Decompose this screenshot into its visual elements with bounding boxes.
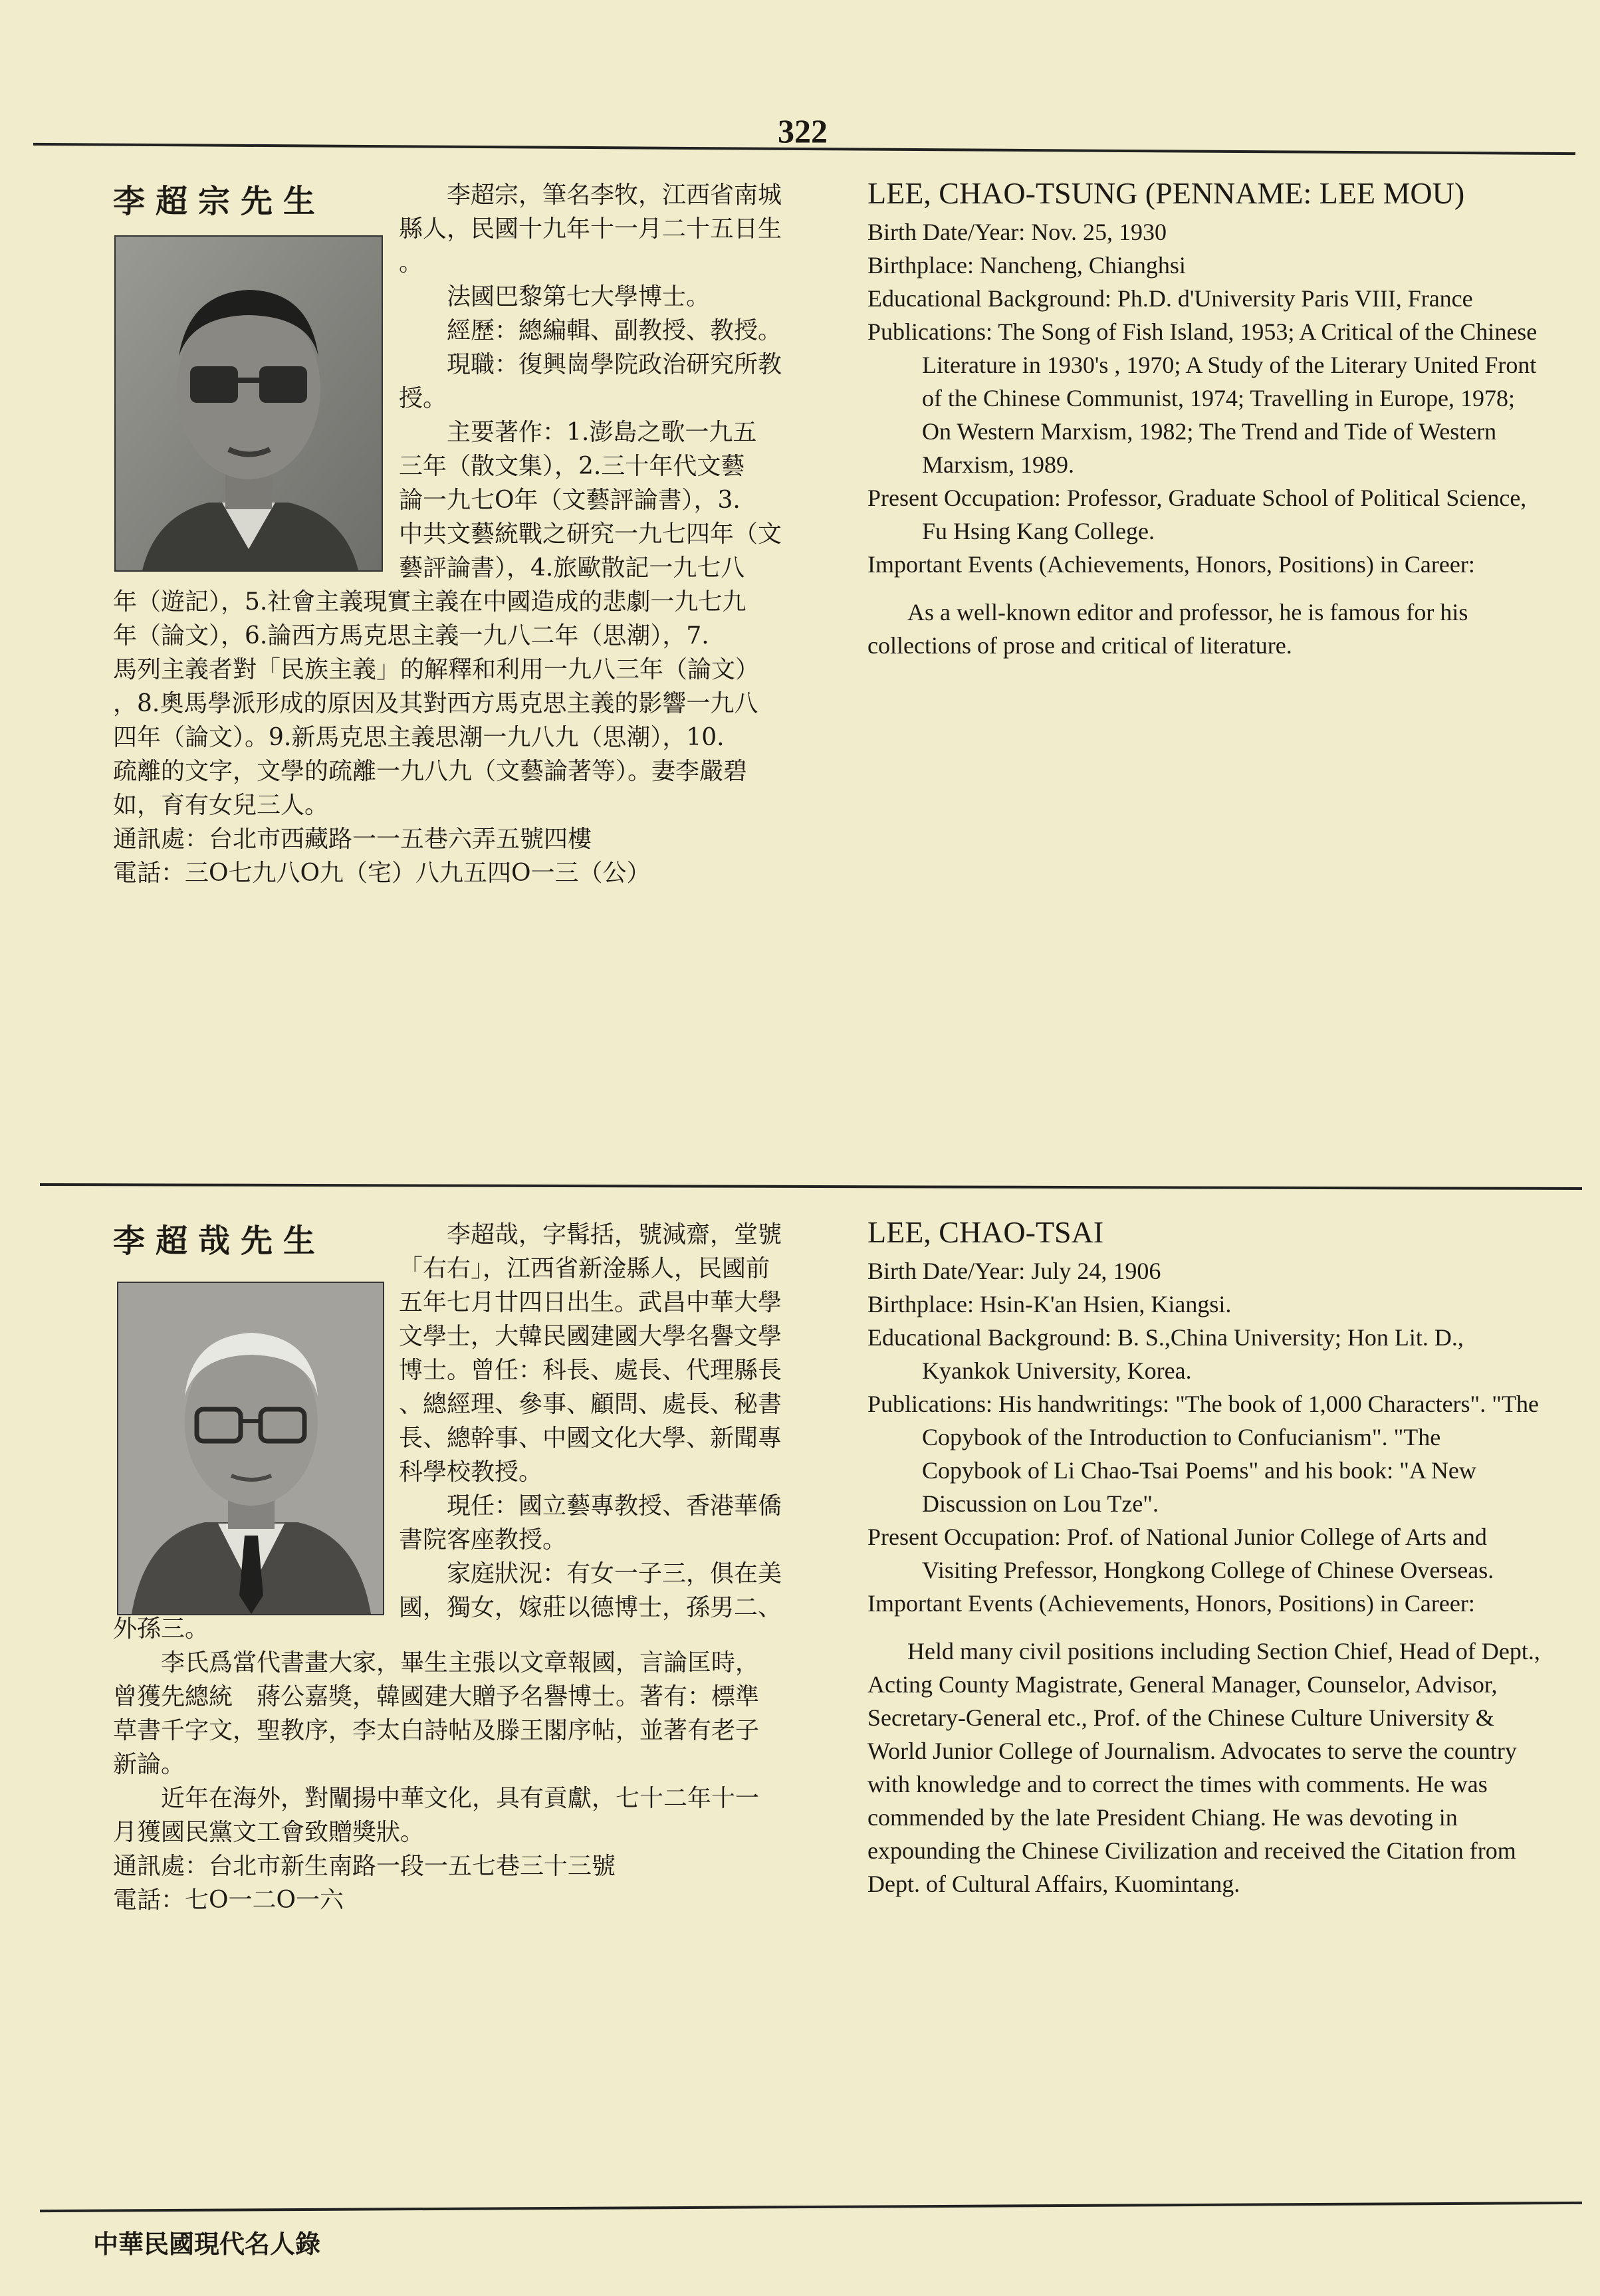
zh-line: 李氏爲當代書畫大家，畢生主張以文章報國，言論匡時， bbox=[113, 1649, 760, 1676]
portrait-image bbox=[118, 1283, 383, 1614]
zh-line: 經歷：總編輯、副教授、教授。 bbox=[399, 317, 782, 344]
zh-line: 縣人，民國十九年十一月二十五日生 bbox=[399, 215, 782, 243]
zh-line: 曾獲先總統 蔣公嘉獎，韓國建大贈予名譽博士。著有：標準 bbox=[113, 1683, 760, 1710]
book-title-footer: 中華民國現代名人錄 bbox=[93, 2229, 321, 2259]
zh-line: 授。 bbox=[399, 385, 447, 412]
zh-line: 、總經理、參事、顧問、處長、秘書 bbox=[399, 1391, 782, 1418]
zh-line: 年（論文），6.論西方馬克思主義一九八二年（思潮），7. bbox=[113, 622, 709, 649]
education: Educational Background: Ph.D. d'University Paris VIII, France bbox=[867, 285, 1473, 312]
zh-line: 草書千字文，聖教序，李太白詩帖及滕王閣序帖，並著有老子 bbox=[113, 1717, 760, 1744]
zh-line: 法國巴黎第七大學博士。 bbox=[399, 283, 711, 310]
section-rule bbox=[40, 1183, 1582, 1190]
zh-line: 新論。 bbox=[113, 1751, 185, 1778]
zh-line: 文學士，大韓民國建國大學名譽文學 bbox=[399, 1323, 782, 1350]
zh-line: 長、總幹事、中國文化大學、新聞專 bbox=[399, 1425, 782, 1452]
zh-line: 。 bbox=[399, 249, 423, 277]
important-events-heading: Important Events (Achievements, Honors, Positions) in Career: bbox=[867, 551, 1475, 578]
zh-line: 近年在海外，對闡揚中華文化，具有貢獻，七十二年十一 bbox=[113, 1785, 760, 1812]
important-events-heading: Important Events (Achievements, Honors, Positions) in Career: bbox=[867, 1590, 1475, 1617]
entry-1-english-column bbox=[867, 174, 1545, 662]
zh-line: 李超哉，字髯括，號減齋，堂號 bbox=[399, 1221, 782, 1248]
entry-1-chinese-text-column bbox=[399, 178, 824, 585]
entry-1-portrait-photo bbox=[114, 235, 383, 572]
zh-line: 論一九七O年（文藝評論書），3. bbox=[399, 487, 741, 514]
career-summary: As a well-known editor and professor, he is famous for his collections of prose and critical of literature. bbox=[867, 599, 1468, 659]
phone-line: 電話：三O七九八O九（宅）八九五四O一三（公） bbox=[113, 860, 651, 887]
zh-line: 馬列主義者對「民族主義」的解釋和利用一九八三年（論文） bbox=[113, 656, 760, 683]
entry-1-chinese-text-full bbox=[113, 585, 824, 890]
entry-2-english-column bbox=[867, 1213, 1545, 1900]
zh-line: 博士。曾任：科長、處長、代理縣長 bbox=[399, 1357, 782, 1384]
zh-line: 三年（散文集），2.三十年代文藝 bbox=[399, 453, 745, 480]
zh-line: 「右右」，江西省新淦縣人，民國前 bbox=[399, 1255, 770, 1282]
zh-line: 現職：復興崗學院政治研究所教 bbox=[399, 351, 782, 378]
publications: Publications: The Song of Fish Island, 1953; A Critical of the Chinese Literature in 1930's , 1970; A Study of the Literary United Front of the Chinese Communist, 1974; Travelling in Europe, 1978; On Western Marxism, 1982; The Trend and Tide of Western Marxism, 1989. bbox=[867, 318, 1538, 478]
entry-1-chinese-name: 李超宗先生 bbox=[113, 183, 326, 220]
zh-line: 四年（論文）。9.新馬克思主義思潮一九八九（思潮），10. bbox=[113, 724, 725, 751]
birthplace: Birthplace: Nancheng, Chianghsi bbox=[867, 252, 1186, 279]
birth-date: Birth Date/Year: Nov. 25, 1930 bbox=[867, 219, 1167, 245]
zh-line: 藝評論書），4.旅歐散記一九七八 bbox=[399, 554, 745, 582]
education: Educational Background: B. S.,China University; Hon Lit. D., Kyankok University, Korea. bbox=[867, 1324, 1464, 1384]
entry-2-chinese-text-column bbox=[399, 1218, 824, 1625]
occupation: Present Occupation: Professor, Graduate School of Political Science, Fu Hsing Kang College. bbox=[867, 485, 1527, 544]
zh-line: 現任：國立藝專教授、香港華僑 bbox=[399, 1492, 782, 1520]
zh-line: 年（遊記），5.社會主義現實主義在中國造成的悲劇一九七九 bbox=[113, 588, 746, 616]
address-line: 通訊處：台北市西藏路一一五巷六弄五號四樓 bbox=[113, 826, 592, 853]
birth-date: Birth Date/Year: July 24, 1906 bbox=[867, 1258, 1161, 1284]
phone-line: 電話：七O一二O一六 bbox=[113, 1887, 344, 1914]
zh-line: 李超宗，筆名李牧，江西省南城 bbox=[399, 181, 782, 209]
zh-line: 外孫三。 bbox=[113, 1615, 209, 1643]
publications: Publications: His handwritings: "The book of 1,000 Characters". "The Copybook of the Introduction to Confucianism". "The Copybook of Li Chao-Tsai Poems" and his book: "A New Discussion on Lou Tze". bbox=[867, 1391, 1539, 1517]
zh-line: 科學校教授。 bbox=[399, 1458, 543, 1486]
zh-line: 國，獨女，嫁莊以德博士，孫男二、 bbox=[399, 1594, 782, 1621]
zh-line: 家庭狀況：有女一子三，俱在美 bbox=[399, 1560, 782, 1587]
bottom-rule bbox=[40, 2202, 1582, 2212]
zh-line: 疏離的文字，文學的疏離一九八九（文藝論著等）。妻李嚴碧 bbox=[113, 758, 748, 785]
page-number: 322 bbox=[778, 112, 828, 150]
zh-line: 書院客座教授。 bbox=[399, 1526, 567, 1553]
zh-line: 如，育有女兒三人。 bbox=[113, 792, 329, 819]
entry-2-english-name: LEE, CHAO-TSAI bbox=[867, 1215, 1104, 1249]
portrait-image bbox=[116, 237, 382, 570]
occupation: Present Occupation: Prof. of National Junior College of Arts and Visiting Prefessor, Hongkong College of Chinese Overseas. bbox=[867, 1524, 1494, 1583]
career-summary: Held many civil positions including Section Chief, Head of Dept., Acting County Magistrate, General Manager, Counselor, Advisor, Secretary-General etc., Prof. of the Chinese Culture University & World Junior College of Journalism. Advocates to serve the country with knowledge and to correct the times with comments. He was commended by the late President Chiang. He was devoting in expounding the Chinese Civilization and received the Citation from Dept. of Cultural Affairs, Kuomintang. bbox=[867, 1638, 1540, 1897]
entry-2-chinese-text-full bbox=[113, 1612, 824, 1917]
zh-line: ，8.奧馬學派形成的原因及其對西方馬克思主義的影響一九八 bbox=[113, 690, 758, 717]
zh-line: 主要著作：1.澎島之歌一九五 bbox=[399, 419, 757, 446]
birthplace: Birthplace: Hsin-K'an Hsien, Kiangsi. bbox=[867, 1291, 1232, 1318]
entry-2-chinese-name: 李超哉先生 bbox=[113, 1222, 326, 1260]
zh-line: 月獲國民黨文工會致贈獎狀。 bbox=[113, 1819, 425, 1846]
zh-line: 中共文藝統戰之研究一九七四年（文 bbox=[399, 520, 782, 548]
entry-2-portrait-photo bbox=[117, 1282, 384, 1615]
address-line: 通訊處：台北市新生南路一段一五七巷三十三號 bbox=[113, 1853, 616, 1880]
entry-1-english-name: LEE, CHAO-TSUNG (PENNAME: LEE MOU) bbox=[867, 176, 1465, 210]
zh-line: 五年七月廿四日出生。武昌中華大學 bbox=[399, 1289, 782, 1316]
